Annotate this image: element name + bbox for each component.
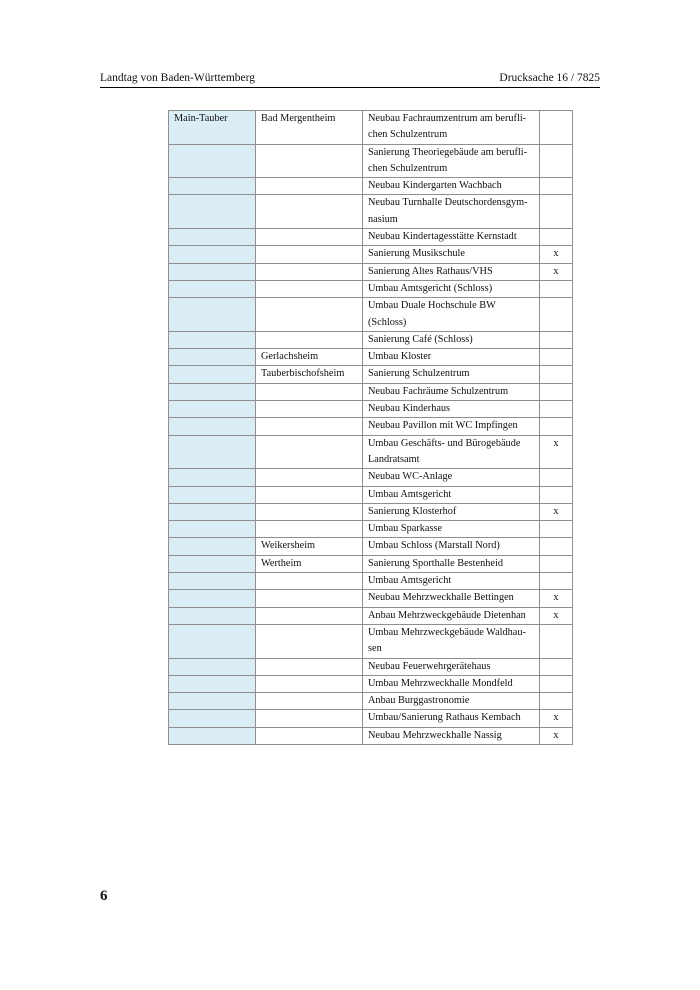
project-cell bbox=[363, 246, 540, 263]
kreis-cell bbox=[169, 229, 256, 246]
mark-cell bbox=[540, 418, 573, 435]
project-line: Umbau Sparkasse bbox=[368, 523, 443, 535]
gemeinde-cell bbox=[256, 418, 363, 435]
project-cell bbox=[363, 418, 540, 435]
mark-cell: x bbox=[540, 727, 573, 744]
kreis-cell bbox=[169, 298, 256, 332]
gemeinde-cell bbox=[256, 503, 363, 520]
project-line: Sanierung Musikschule bbox=[368, 248, 465, 260]
mark-cell bbox=[540, 469, 573, 486]
project-cell bbox=[363, 144, 540, 178]
mark-cell bbox=[540, 675, 573, 692]
project-line: Sanierung Theoriegebäude am berufli- bbox=[368, 146, 528, 158]
gemeinde-cell: Weikersheim bbox=[256, 538, 363, 555]
header-title: Landtag von Baden-Württemberg bbox=[100, 72, 255, 84]
kreis-cell bbox=[169, 401, 256, 418]
kreis-cell bbox=[169, 658, 256, 675]
project-cell bbox=[363, 435, 540, 469]
gemeinde-cell bbox=[256, 298, 363, 332]
page-header bbox=[100, 72, 600, 88]
table-row bbox=[169, 111, 573, 145]
mark-cell: x bbox=[540, 246, 573, 263]
gemeinde-cell bbox=[256, 658, 363, 675]
mark-cell bbox=[540, 624, 573, 658]
gemeinde-cell bbox=[256, 573, 363, 590]
table-row bbox=[169, 693, 573, 710]
project-cell bbox=[363, 710, 540, 727]
gemeinde-cell bbox=[256, 710, 363, 727]
gemeinde-cell bbox=[256, 435, 363, 469]
project-line: Sanierung Schulzentrum bbox=[368, 368, 470, 380]
kreis-cell bbox=[169, 366, 256, 383]
project-line: Umbau Schloss (Marstall Nord) bbox=[368, 540, 500, 552]
gemeinde-cell bbox=[256, 263, 363, 280]
kreis-cell bbox=[169, 246, 256, 263]
table-row bbox=[169, 658, 573, 675]
kreis-cell bbox=[169, 538, 256, 555]
table-row bbox=[169, 607, 573, 624]
project-line: chen Schulzentrum bbox=[368, 162, 448, 174]
project-line: Sanierung Café (Schloss) bbox=[368, 333, 473, 345]
mark-cell: x bbox=[540, 710, 573, 727]
table-row bbox=[169, 486, 573, 503]
project-cell bbox=[363, 486, 540, 503]
kreis-cell bbox=[169, 263, 256, 280]
project-cell bbox=[363, 607, 540, 624]
project-cell bbox=[363, 383, 540, 400]
project-cell bbox=[363, 263, 540, 280]
mark-cell bbox=[540, 144, 573, 178]
table-row bbox=[169, 144, 573, 178]
table-row bbox=[169, 401, 573, 418]
project-line: Landratsamt bbox=[368, 453, 420, 465]
kreis-cell bbox=[169, 331, 256, 348]
gemeinde-cell bbox=[256, 401, 363, 418]
project-line: nasium bbox=[368, 213, 398, 225]
table-row bbox=[169, 298, 573, 332]
project-cell bbox=[363, 469, 540, 486]
project-line: Umbau Amtsgericht bbox=[368, 488, 452, 500]
mark-cell bbox=[540, 693, 573, 710]
mark-cell bbox=[540, 538, 573, 555]
header-doc-number: Drucksache 16 / 7825 bbox=[499, 72, 600, 84]
gemeinde-cell: Gerlachsheim bbox=[256, 349, 363, 366]
project-line: Umbau Amtsgericht (Schloss) bbox=[368, 282, 493, 294]
kreis-cell bbox=[169, 195, 256, 229]
project-line: Neubau Pavillon mit WC Impfingen bbox=[368, 420, 518, 432]
kreis-cell bbox=[169, 590, 256, 607]
mark-cell: x bbox=[540, 435, 573, 469]
kreis-cell bbox=[169, 469, 256, 486]
table-row bbox=[169, 366, 573, 383]
gemeinde-cell bbox=[256, 624, 363, 658]
project-line: Umbau Mehrzweckgebäude Waldhau- bbox=[368, 626, 526, 638]
gemeinde-cell bbox=[256, 331, 363, 348]
project-line: Neubau Fachraumzentrum am berufli- bbox=[368, 113, 527, 124]
mark-cell bbox=[540, 573, 573, 590]
mark-cell bbox=[540, 229, 573, 246]
gemeinde-cell bbox=[256, 675, 363, 692]
table-row bbox=[169, 675, 573, 692]
mark-cell bbox=[540, 366, 573, 383]
mark-cell bbox=[540, 521, 573, 538]
table-row bbox=[169, 710, 573, 727]
gemeinde-cell: Bad Mergentheim bbox=[256, 111, 363, 145]
kreis-cell bbox=[169, 693, 256, 710]
table-row bbox=[169, 624, 573, 658]
project-line: Anbau Mehrzweckgebäude Dietenhan bbox=[368, 609, 526, 621]
project-line: Neubau Fachräume Schulzentrum bbox=[368, 385, 509, 397]
project-cell bbox=[363, 624, 540, 658]
mark-cell bbox=[540, 555, 573, 572]
mark-cell: x bbox=[540, 503, 573, 520]
table-row bbox=[169, 418, 573, 435]
project-line: Neubau Kinderhaus bbox=[368, 403, 451, 415]
kreis-cell bbox=[169, 418, 256, 435]
kreis-cell bbox=[169, 555, 256, 572]
mark-cell: x bbox=[540, 590, 573, 607]
project-line: Umbau/Sanierung Rathaus Kembach bbox=[368, 712, 521, 724]
gemeinde-cell bbox=[256, 280, 363, 297]
table-row bbox=[169, 469, 573, 486]
project-cell bbox=[363, 590, 540, 607]
kreis-cell: Main-Tauber bbox=[169, 111, 256, 145]
table-row bbox=[169, 229, 573, 246]
table-row bbox=[169, 349, 573, 366]
project-line: Umbau Kloster bbox=[368, 351, 432, 363]
project-line: Umbau Amtsgericht bbox=[368, 575, 452, 587]
project-line: Neubau Mehrzweckhalle Bettingen bbox=[368, 592, 514, 604]
gemeinde-cell bbox=[256, 144, 363, 178]
kreis-cell bbox=[169, 573, 256, 590]
kreis-cell bbox=[169, 710, 256, 727]
table-row bbox=[169, 538, 573, 555]
mark-cell bbox=[540, 111, 573, 145]
gemeinde-cell bbox=[256, 195, 363, 229]
kreis-cell bbox=[169, 675, 256, 692]
kreis-cell bbox=[169, 521, 256, 538]
project-line: Neubau WC-Anlage bbox=[368, 471, 453, 483]
page-number: 6 bbox=[100, 888, 108, 904]
project-cell bbox=[363, 555, 540, 572]
mark-cell bbox=[540, 486, 573, 503]
mark-cell: x bbox=[540, 607, 573, 624]
project-cell bbox=[363, 331, 540, 348]
gemeinde-cell bbox=[256, 486, 363, 503]
gemeinde-cell bbox=[256, 590, 363, 607]
project-cell bbox=[363, 349, 540, 366]
project-line: Neubau Turnhalle Deutschordensgym- bbox=[368, 197, 528, 209]
mark-cell bbox=[540, 195, 573, 229]
kreis-cell bbox=[169, 435, 256, 469]
gemeinde-cell bbox=[256, 727, 363, 744]
project-cell bbox=[363, 573, 540, 590]
kreis-cell bbox=[169, 383, 256, 400]
project-line: Neubau Kindertagesstätte Kernstadt bbox=[368, 231, 517, 243]
table-row bbox=[169, 178, 573, 195]
mark-cell bbox=[540, 331, 573, 348]
project-cell bbox=[363, 538, 540, 555]
table-row bbox=[169, 521, 573, 538]
kreis-cell bbox=[169, 503, 256, 520]
kreis-cell bbox=[169, 607, 256, 624]
project-line: (Schloss) bbox=[368, 316, 407, 328]
mark-cell bbox=[540, 401, 573, 418]
table-row bbox=[169, 435, 573, 469]
gemeinde-cell bbox=[256, 469, 363, 486]
kreis-cell bbox=[169, 624, 256, 658]
table-row bbox=[169, 263, 573, 280]
table-row bbox=[169, 727, 573, 744]
project-table bbox=[168, 110, 573, 745]
table-row bbox=[169, 503, 573, 520]
kreis-cell bbox=[169, 144, 256, 178]
project-line: chen Schulzentrum bbox=[368, 129, 448, 141]
mark-cell: x bbox=[540, 263, 573, 280]
table-row bbox=[169, 246, 573, 263]
kreis-cell bbox=[169, 727, 256, 744]
table-row bbox=[169, 590, 573, 607]
gemeinde-cell bbox=[256, 693, 363, 710]
gemeinde-cell bbox=[256, 178, 363, 195]
project-cell bbox=[363, 693, 540, 710]
project-line: Sanierung Sporthalle Bestenheid bbox=[368, 557, 503, 569]
table-row bbox=[169, 195, 573, 229]
project-cell bbox=[363, 366, 540, 383]
project-line: Sanierung Klosterhof bbox=[368, 505, 457, 517]
kreis-cell bbox=[169, 486, 256, 503]
project-cell bbox=[363, 675, 540, 692]
project-cell bbox=[363, 195, 540, 229]
kreis-cell bbox=[169, 280, 256, 297]
project-cell bbox=[363, 521, 540, 538]
project-cell bbox=[363, 658, 540, 675]
project-cell bbox=[363, 401, 540, 418]
gemeinde-cell bbox=[256, 229, 363, 246]
project-cell bbox=[363, 229, 540, 246]
project-line: Umbau Geschäfts- und Bürogebäude bbox=[368, 437, 521, 449]
project-line: Sanierung Altes Rathaus/VHS bbox=[368, 265, 493, 277]
project-line: Neubau Kindergarten Wachbach bbox=[368, 180, 502, 192]
project-cell bbox=[363, 111, 540, 145]
table-row bbox=[169, 573, 573, 590]
mark-cell bbox=[540, 658, 573, 675]
project-line: sen bbox=[368, 643, 382, 655]
project-cell bbox=[363, 727, 540, 744]
gemeinde-cell bbox=[256, 607, 363, 624]
project-line: Umbau Mehrzweckhalle Mondfeld bbox=[368, 677, 513, 689]
kreis-cell bbox=[169, 178, 256, 195]
project-cell bbox=[363, 280, 540, 297]
table-row bbox=[169, 331, 573, 348]
gemeinde-cell bbox=[256, 521, 363, 538]
project-line: Umbau Duale Hochschule BW bbox=[368, 300, 496, 312]
table-row bbox=[169, 383, 573, 400]
project-line: Neubau Mehrzweckhalle Nassig bbox=[368, 729, 502, 741]
mark-cell bbox=[540, 280, 573, 297]
mark-cell bbox=[540, 178, 573, 195]
project-line: Neubau Feuerwehrgerätehaus bbox=[368, 660, 491, 672]
table-row bbox=[169, 280, 573, 297]
gemeinde-cell bbox=[256, 246, 363, 263]
table-row bbox=[169, 555, 573, 572]
gemeinde-cell: Tauberbischofsheim bbox=[256, 366, 363, 383]
mark-cell bbox=[540, 298, 573, 332]
mark-cell bbox=[540, 383, 573, 400]
kreis-cell bbox=[169, 349, 256, 366]
gemeinde-cell bbox=[256, 383, 363, 400]
project-line: Anbau Burggastronomie bbox=[368, 695, 470, 707]
mark-cell bbox=[540, 349, 573, 366]
project-cell bbox=[363, 178, 540, 195]
project-cell bbox=[363, 503, 540, 520]
project-cell bbox=[363, 298, 540, 332]
gemeinde-cell: Wertheim bbox=[256, 555, 363, 572]
